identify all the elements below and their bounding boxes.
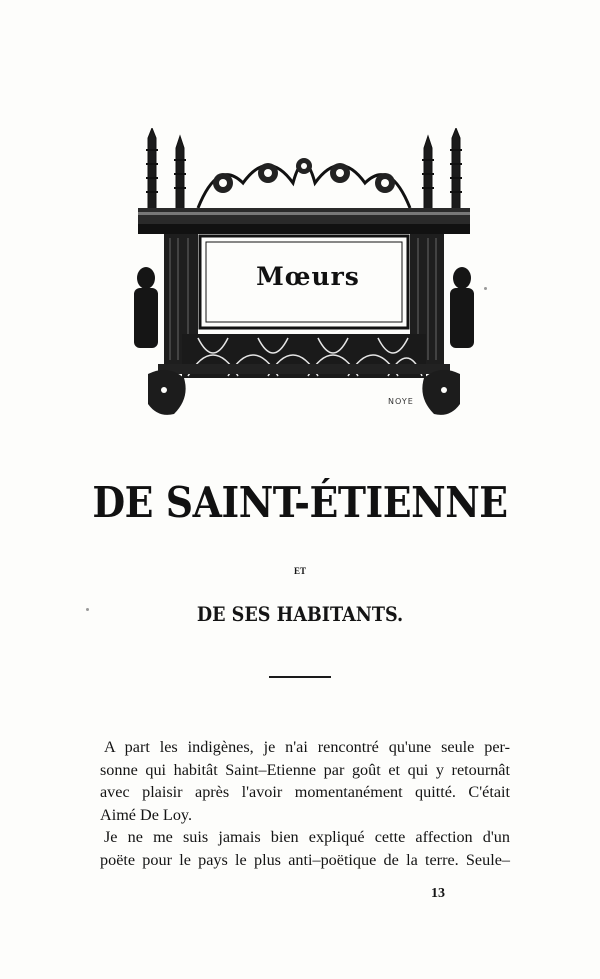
title-conjunction: ET bbox=[293, 566, 306, 576]
page-number: 13 bbox=[431, 886, 445, 901]
text-line: Je ne me suis jamais bien expliqué cette affection d'un bbox=[104, 828, 510, 846]
chapter-title: DE SAINT-ÉTIENNE bbox=[92, 478, 508, 527]
section-divider bbox=[269, 676, 331, 678]
body-paragraphs bbox=[100, 736, 510, 871]
text-line: A part les indigènes, je n'ai rencontré qu'une seule per- bbox=[104, 738, 510, 756]
vignette-title: Mœurs bbox=[256, 262, 360, 291]
text-line: avec plaisir après l'avoir momentanément quitté. C'était bbox=[100, 783, 510, 801]
text-line: sonne qui habitât Saint–Etienne par goût et qui y retournât bbox=[100, 760, 510, 779]
text-line: Aimé De Loy. bbox=[100, 805, 193, 824]
paper-speck bbox=[86, 608, 89, 611]
artist-signature: NOYE bbox=[388, 397, 414, 406]
paper-speck bbox=[484, 287, 487, 290]
text-line: poëte pour le pays le plus anti–poëtique de la terre. Seule– bbox=[100, 850, 510, 869]
chapter-subtitle: DE SES HABITANTS. bbox=[196, 602, 404, 626]
